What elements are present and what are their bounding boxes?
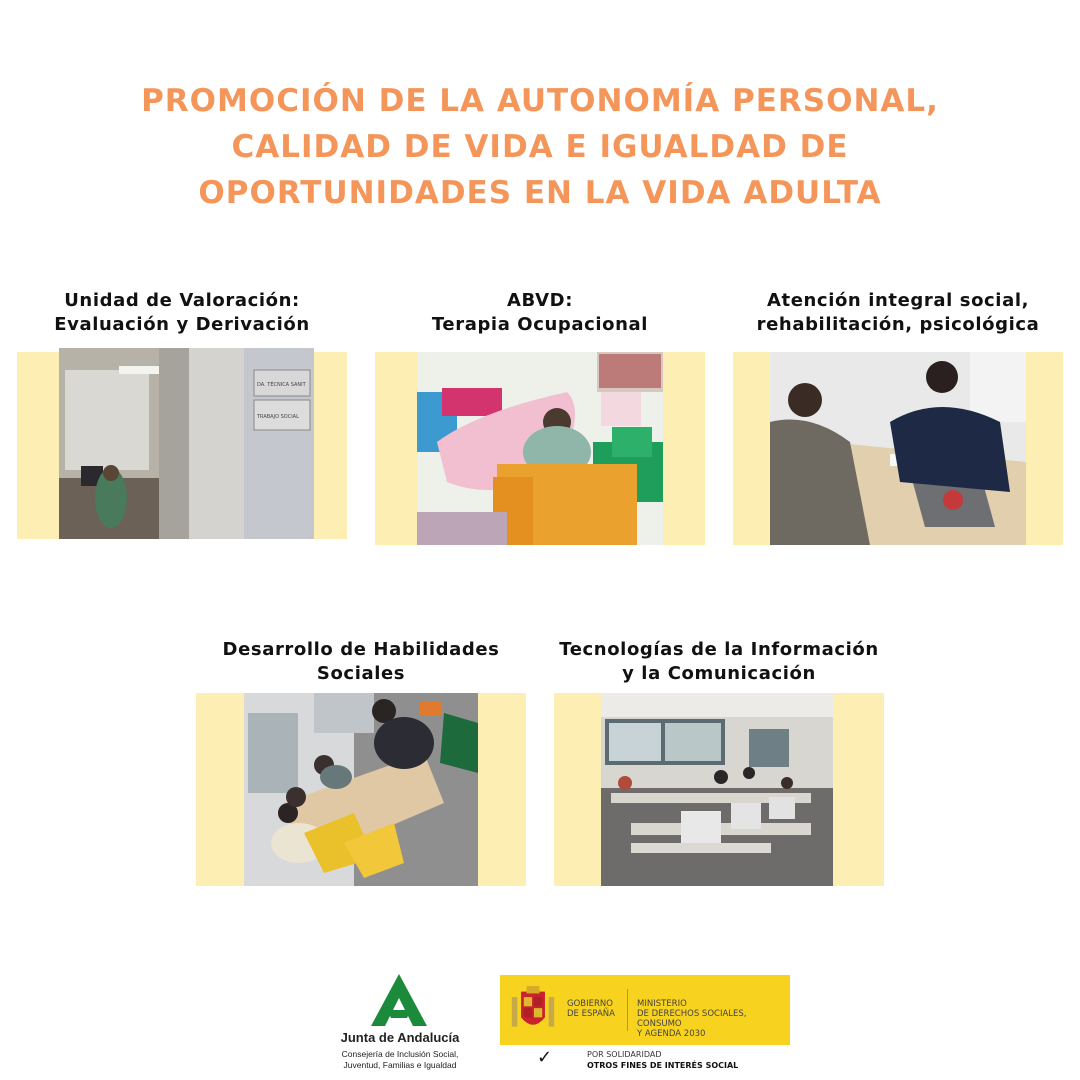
- photo-atencion-integral: [770, 352, 1026, 545]
- gobierno-line-1: GOBIERNO: [567, 999, 613, 1009]
- title-line-3: OPORTUNIDADES EN LA VIDA ADULTA: [198, 175, 882, 211]
- page-title: [0, 78, 1080, 216]
- card-label-habilidades-sociales: Desarrollo de Habilidades Sociales: [222, 639, 500, 684]
- card-label-tic: Tecnologías de la Información y la Comunicación: [559, 639, 879, 684]
- ministerio-line-3: Y AGENDA 2030: [637, 1029, 706, 1039]
- photo-habilidades-sociales: [244, 693, 478, 886]
- spain-coat-of-arms-icon: [510, 983, 556, 1037]
- title-line-1: PROMOCIÓN DE LA AUTONOMÍA PERSONAL,: [141, 83, 939, 119]
- ministerio-line-1: MINISTERIO: [637, 999, 687, 1009]
- photo-tic-classroom: [601, 693, 833, 886]
- gobierno-divider: [627, 989, 628, 1031]
- checkmark-icon: ✓: [537, 1047, 553, 1068]
- card-label-abvd: ABVD: Terapia Ocupacional: [431, 290, 649, 335]
- card-label-valoracion: Unidad de Valoración: Evaluación y Derivación: [54, 290, 310, 335]
- junta-department-line-2: Juventud, Familias e Igualdad: [343, 1060, 457, 1070]
- office-sign-2: TRABAJO SOCIAL: [257, 414, 299, 420]
- photo-valoracion-office: [59, 348, 314, 539]
- junta-andalucia-logo: [335, 972, 465, 1072]
- photo-terapia-ocupacional: [417, 352, 663, 545]
- gobierno-line-2: DE ESPAÑA: [567, 1009, 615, 1019]
- gobierno-espana-logo: [500, 975, 790, 1045]
- title-line-2: CALIDAD DE VIDA E IGUALDAD DE: [231, 129, 849, 165]
- card-label-atencion-integral: Atención integral social, rehabilitación, psicológica: [756, 290, 1040, 335]
- junta-andalucia-emblem-icon: [369, 972, 429, 1028]
- solidaridad-line-2: OTROS FINES DE INTERÉS SOCIAL: [587, 1061, 739, 1070]
- solidaridad-line-1: POR SOLIDARIDAD: [587, 1050, 662, 1059]
- ministerio-line-2: DE DERECHOS SOCIALES, CONSUMO: [637, 1009, 747, 1029]
- junta-name: Junta de Andalucía: [340, 1030, 460, 1045]
- junta-department-line-1: Consejería de Inclusión Social,: [341, 1049, 459, 1059]
- por-solidaridad-mark: [537, 1048, 797, 1074]
- office-sign-1: DA. TÉCNICA SANIT: [257, 382, 306, 388]
